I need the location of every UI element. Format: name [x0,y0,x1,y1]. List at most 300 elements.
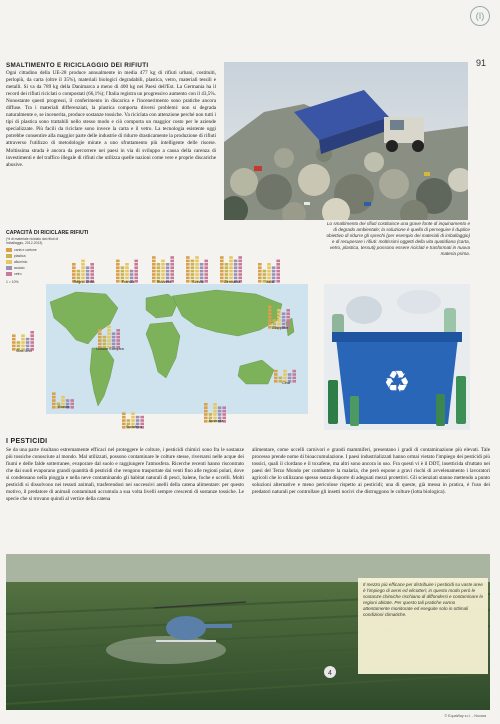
pictogram-unit [274,377,278,380]
pictogram-unit [263,277,267,280]
pictogram-unit [229,277,233,280]
pictogram-unit [238,263,242,266]
pictogram-unit [286,309,290,312]
pictogram-unit [273,319,277,322]
pictogram-unit [191,277,195,280]
pictogram-unit [166,273,170,276]
pictogram-unit [277,312,281,315]
pictogram-unit [238,273,242,276]
pictogram-unit [52,399,56,402]
pictogram-unit [86,266,90,269]
pictogram-unit [12,338,16,341]
legend-label: acciaio [14,266,25,270]
pictogram-unit [229,273,233,276]
pictogram-unit [220,277,224,280]
pictogram-unit [274,370,278,373]
pictogram-unit [204,263,208,266]
pictogram-unit [157,273,161,276]
label-sudafrica: Sudafrica [125,425,143,429]
pictogram-unit [81,263,85,266]
pictogram-unit [17,341,21,344]
pictogram-unit [157,270,161,273]
pictogram-unit [98,329,102,332]
pictogram-unit [21,334,25,337]
pictogram-unit [277,323,281,326]
pictogram-unit [72,266,76,269]
pictogram-unit [292,370,296,373]
pictogram-unit [225,270,229,273]
pictogram-unit [267,273,271,276]
pictogram-unit [218,413,222,416]
pictogram-unit [263,270,267,273]
pictogram-unit [234,266,238,269]
pictogram-unit [283,373,287,376]
pictogram-unit [204,273,208,276]
pictogram-unit [292,380,296,383]
pictogram-unit [66,399,70,402]
copyright-footer: © EquaWay s.r.l. - Novara [444,714,486,718]
pictogram-unit [161,270,165,273]
pictogram-unit [170,266,174,269]
pictogram-unit [204,270,208,273]
pictogram-unit [225,273,229,276]
pictogram-unit [272,270,276,273]
pictogram-unit [136,416,140,419]
label-australia: Australia [208,419,224,423]
pictogram-unit [276,263,280,266]
pictogram-unit [103,339,107,342]
pictogram-unit [140,419,144,422]
pictogram-unit [191,260,195,263]
pictogram-unit [130,270,134,273]
pictogram-unit [195,263,199,266]
pictogram-unit [222,406,226,409]
pictogram-unit [152,273,156,276]
pictogram-unit [195,270,199,273]
pictogram-unit [98,339,102,342]
pictogram-unit [116,270,120,273]
pictogram-unit [204,266,208,269]
pictogram-unit [220,270,224,273]
pictogram-unit [186,256,190,259]
pictogram-unit [258,273,262,276]
pictogram-unit [218,410,222,413]
pictogram-unit [90,277,94,280]
pictogram-unit [292,373,296,376]
pictogram-unit [134,270,138,273]
pictogram-unit [70,403,74,406]
pictogram-unit [229,266,233,269]
pictogram-unit [21,341,25,344]
pictogram-unit [152,270,156,273]
pictogram-unit [283,377,287,380]
pictogram-unit [191,263,195,266]
pictogram-unit [272,273,276,276]
pesticides-col1: Se da una parte risultano estremamente efficaci nel proteggere le colture, i pesticidi chimici sono fra le sostanze più tossiche conosciute al mondo. Mal utilizzati, possono contaminare le colture stesse, riversarsi nelle acque dei fiumi e delle falde sotterranee, evaporare dal suolo e raggiungere l'atmosfera. Ricerche recenti hanno riscontrato che dai suoli evaporano grandi quantità di pesticidi che vengono trasportate dai venti fino alle regioni polari, dove si condensano nella pioggia e nella neve contaminando gli habitat naturali di pesci, balene, foche e uccelli. Molti pesticidi si dissolvono nei tessuti animali, trasferendosi nei successivi anelli della catena alimentare: per questo motivo, il predatore di animali contaminati accumula a sua volta livelli sempre crescenti di sostanze tossiche. Le specie che si trovano quindi al vertice della catena [6,447,244,503]
pictogram-unit [267,263,271,266]
pictogram-unit [229,263,233,266]
pictogram-unit [234,263,238,266]
pictogram-unit [90,270,94,273]
pictogram-unit [276,266,280,269]
pictogram-unit [98,332,102,335]
pictogram-unit [282,316,286,319]
pictogram-unit [272,277,276,280]
pictogram-unit [286,316,290,319]
pictogram-unit [157,277,161,280]
pictogram-unit [170,263,174,266]
pictogram-unit [229,260,233,263]
pictogram-unit [90,266,94,269]
pictogram-unit [204,420,208,423]
pictogram-unit [98,343,102,346]
pictogram-unit [116,263,120,266]
pictogram-unit [204,280,208,283]
pictogram-unit [279,377,283,380]
pictogram-unit [170,256,174,259]
pictogram-unit [125,263,129,266]
pictogram-unit [116,277,120,280]
pictogram-unit [268,312,272,315]
pictogram-unit [52,403,56,406]
pictogram-unit [238,266,242,269]
pictogram-unit [263,273,267,276]
pictogram-unit [70,399,74,402]
pictogram-unit [195,260,199,263]
pictogram-unit [107,336,111,339]
pictogram-unit [107,332,111,335]
pictogram-unit [186,266,190,269]
landfill-caption: Lo smaltimento dei rifiuti costituisce una grave fonte di inquinamento e di degrado ambientale; la soluzione è quella di perseguire il duplice obiettivo di ridurre gli sprechi (per esempio dei materiali di imballaggio) e di recuperare i rifiuti: moltissimi oggetti della vita quotidiana (carta, vetro, plastica, tessuti) possono essere riciclati e trasformati in nuova materia prima. [326,221,470,257]
pictogram-unit [268,316,272,319]
pictogram-unit [112,332,116,335]
world-map [6,232,308,432]
pictogram-unit [225,263,229,266]
pictogram-unit [161,266,165,269]
pictogram-unit [12,334,16,337]
pictogram-unit [229,270,233,273]
pictogram-unit [170,277,174,280]
pictogram-unit [26,341,30,344]
pictogram-unit [186,260,190,263]
pictogram-unit [52,396,56,399]
pictogram-unit [222,413,226,416]
pictogram-unit [191,266,195,269]
pictogram-unit [213,403,217,406]
pictogram-unit [170,270,174,273]
pictogram-unit [272,266,276,269]
pictogram-unit [30,331,34,334]
pictogram-unit [273,323,277,326]
pictogram-unit [112,339,116,342]
pictogram-unit [186,270,190,273]
pictogram-unit [98,336,102,339]
pictogram-unit [234,260,238,263]
pictogram-unit [152,266,156,269]
pictogram-unit [17,345,21,348]
pictogram-unit [170,273,174,276]
pictogram-unit [234,277,238,280]
label-brasile: Brasile [58,405,70,409]
pictogram-unit [213,410,217,413]
pictogram-unit [238,277,242,280]
pictogram-unit [116,280,120,283]
pictogram-unit [200,273,204,276]
pictogram-unit [282,312,286,315]
pictogram-unit [12,345,16,348]
pictogram-unit [161,260,165,263]
helicopter-caption: Il mezzo più efficace per distribuire i pesticidi su vaste aree è l'impiego di aerei ed elicotteri; in questo modo però le sostanze chimiche rischiano di diffondersi e contaminare le regioni abitate. Per questo tali pratiche vanno attentamente monitorate ed eseguite solo in ottimali condizioni climatiche. [358,578,488,674]
pictogram-unit [268,309,272,312]
pictogram-unit [200,266,204,269]
pictogram-unit [238,256,242,259]
pictogram-unit [130,273,134,276]
pictogram-unit [77,277,81,280]
chapter-badge: (I) [470,6,490,26]
pictogram-unit [274,380,278,383]
pictogram-unit [288,377,292,380]
label-cina: Cina [282,381,290,385]
pictogram-unit [277,309,281,312]
pictogram-unit [204,260,208,263]
pictogram-unit [107,339,111,342]
pictogram-unit [220,263,224,266]
pictogram-unit [12,341,16,344]
pictogram-unit [86,277,90,280]
pictogram-unit [286,323,290,326]
map-title: CAPACITÀ DI RICICLARE RIFIUTI [6,230,89,236]
pictogram-unit [116,273,120,276]
pictogram-unit [283,370,287,373]
pictogram-unit [107,329,111,332]
pictogram-unit [220,266,224,269]
pictogram-unit [234,273,238,276]
pictogram-unit [116,266,120,269]
page-number: 91 [476,58,487,68]
pictogram-unit [234,270,238,273]
pictogram-unit [121,270,125,273]
pictogram-unit [157,263,161,266]
pictogram-unit [268,319,272,322]
pictogram-unit [77,273,81,276]
pictogram-unit [195,277,199,280]
pictogram-unit [218,406,222,409]
label-giappone: Giappone [271,326,289,330]
pictogram-unit [127,419,131,422]
pictogram-unit [121,273,125,276]
pictogram-unit [131,416,135,419]
pictogram-unit [77,270,81,273]
legend-label: alluminio [14,260,28,264]
pictogram-unit [70,406,74,409]
pictogram-unit [220,260,224,263]
pictogram-unit [220,256,224,259]
pictogram-unit [186,280,190,283]
pictogram-unit [166,270,170,273]
pictogram-unit [258,277,262,280]
pictogram-unit [21,338,25,341]
pictogram-unit [204,413,208,416]
pictogram-unit [276,260,280,263]
pictogram-unit [204,417,208,420]
pictogram-unit [112,336,116,339]
recycling-bin-photo [324,284,470,430]
pictogram-unit [191,270,195,273]
pictogram-unit [81,266,85,269]
pictogram-unit [200,277,204,280]
pictogram-unit [204,410,208,413]
pictogram-unit [222,410,226,413]
label-regno-unito: Regno Unito [73,280,95,284]
pictogram-unit [238,260,242,263]
pictogram-unit [166,277,170,280]
label-italia: Italia [265,280,275,284]
pictogram-unit [229,256,233,259]
pictogram-unit [107,343,111,346]
pictogram-unit [276,280,280,283]
pictogram-unit [30,334,34,337]
pictogram-unit [72,277,76,280]
pictogram-unit [134,280,138,283]
pictogram-unit [292,377,296,380]
pictogram-unit [81,277,85,280]
pictogram-unit [209,413,213,416]
pictogram-unit [134,277,138,280]
pictogram-unit [191,273,195,276]
recycling-paragraph: Ogni cittadino della UE-28 produce annualmente in media 477 kg di rifiuti urbani, costituiti, perlopiù, da carta (oltre il 35%), materiali biologici degradabili, plastica, vetro, materiali tessili e metalli. Si va da 789 kg della Danimarca a meno di 400 kg nei Paesi dell'Est. La Germania ha il record dei rifiuti riciclati o compostati (66,1%); l'Italia registra un progressivo aumento con il 43,5%. Nonostante questi progressi, il conferimento in discarica e l'incenerimento sono pratiche ancora diffuse. Tra i materiali differenziati, la plastica comporta diversi problemi: non si degrada naturalmente e, se incenerita, produce sostanze tossiche. Va riciclata con attenzione perché non tutti i tipi di plastica sono trattabili nello stesso modo e ciò comporta un maggior costo per le aziende specializzate. Più facili da riciclare sono invece la carta e il vetro. La tecnologia esistente oggi potrebbe consentire alla maggior parte delle industrie di ridurre drasticamente la produzione di rifiuti attraverso l'utilizzo di metodologie mirate a uno sfruttamento più intelligente delle risorse. Moltissima strada è ancora da percorrere nei paesi in via di sviluppo a causa della carenza di investimenti e del traffico illegale di rifiuti che utilizza quelle nazioni come vere e proprie discariche abusive. [6,70,216,168]
pictogram-unit [86,273,90,276]
pictogram-unit [121,277,125,280]
pictogram-unit [116,343,120,346]
pictogram-unit [90,273,94,276]
pictogram-unit [268,323,272,326]
pictogram-unit [122,412,126,415]
pictogram-unit [30,341,34,344]
pictogram-unit [26,338,30,341]
pictogram-unit [161,277,165,280]
pictogram-unit [116,339,120,342]
pictogram-unit [26,345,30,348]
pictogram-unit [122,416,126,419]
pesticides-col2: alimentare, come uccelli carnivori e grandi mammiferi, presentano i gradi di contaminazione più elevati. Tale processo prende nome di bioaccumulazione. I paesi industrializzati hanno ormai vietato l'impiego dei pesticidi più tossici, quali il clordano e il toxafene, ma altri sono ancora in uso. Fra questi vi è il DDT, insetticida sfruttato nei paesi del Terzo Mondo per combattere la malaria, che però espone a gravi rischi di avvelenamento i lavoratori agricoli che lo utilizzano spesso senza disporre di adeguati mezzi protettivi. Gli scienziati stanno mettendo a punto soluzioni alternative e meno pericolose rispetto ai pesticidi; una di queste, già messa in pratica, è l'uso dei predatori naturali per controllare gli insetti nocivi che distruggono le colture (lotta biologica). [252,447,490,496]
pictogram-unit [186,263,190,266]
pictogram-unit [267,277,271,280]
pictogram-unit [116,260,120,263]
pictogram-unit [186,277,190,280]
pictogram-unit [107,326,111,329]
legend-label: carta e cartone [14,248,37,252]
pictogram-unit [90,263,94,266]
pictogram-unit [131,419,135,422]
pictogram-unit [152,280,156,283]
pictogram-unit [258,266,262,269]
pictogram-unit [267,266,271,269]
pictogram-unit [125,277,129,280]
label-svizzera: Svizzera [156,280,172,284]
pictogram-unit [186,273,190,276]
pictogram-unit [30,338,34,341]
label-germania: Germania [223,280,241,284]
pictogram-unit [81,260,85,263]
landfill-photo [224,62,468,220]
pictogram-unit [267,270,271,273]
pictogram-unit [130,277,134,280]
pictogram-unit [72,263,76,266]
pictogram-unit [200,263,204,266]
pictogram-unit [72,273,76,276]
map-scale-label: 1 = 10% [6,280,19,284]
pictogram-unit [282,323,286,326]
pictogram-unit [276,277,280,280]
pictogram-unit [121,266,125,269]
pesticides-title: I PESTICIDI [6,438,48,445]
pictogram-unit [288,373,292,376]
label-francia: Francia [121,280,135,284]
pictogram-unit [72,270,76,273]
label-stati-uniti: Stati Uniti [15,349,33,353]
pictogram-unit [152,277,156,280]
pictogram-unit [134,273,138,276]
pictogram-unit [152,263,156,266]
legend-label: plastica [14,254,26,258]
pictogram-unit [220,273,224,276]
pictogram-unit [268,306,272,309]
pictogram-unit [286,319,290,322]
pictogram-unit [213,406,217,409]
pictogram-unit [122,419,126,422]
pictogram-unit [238,270,242,273]
pictogram-unit [134,260,138,263]
pictogram-unit [282,319,286,322]
pictogram-unit [258,263,262,266]
pictogram-unit [140,416,144,419]
pictogram-unit [200,270,204,273]
pictogram-unit [61,399,65,402]
legend-label: vetro [14,272,22,276]
pictogram-unit [52,406,56,409]
pictogram-unit [112,343,116,346]
pictogram-unit [276,273,280,276]
pictogram-unit [81,273,85,276]
pictogram-unit [195,266,199,269]
pictogram-unit [225,277,229,280]
pictogram-unit [134,263,138,266]
pictogram-unit [125,273,129,276]
pictogram-unit [277,316,281,319]
pictogram-unit [116,332,120,335]
pictogram-unit [61,396,65,399]
label-svezia: Svezia [192,280,204,284]
pictogram-unit [195,256,199,259]
label-unione-europea: Unione Europea [96,347,124,351]
pictogram-unit [277,319,281,322]
svg-text:♻: ♻ [383,365,411,400]
pictogram-unit [258,270,262,273]
pictogram-unit [161,263,165,266]
pictogram-unit [274,373,278,376]
pictogram-unit [30,345,34,348]
pictogram-unit [157,266,161,269]
pictogram-unit [204,403,208,406]
pictogram-unit [52,392,56,395]
pictogram-unit [225,266,229,269]
pictogram-unit [103,336,107,339]
pictogram-unit [21,345,25,348]
pictogram-unit [152,256,156,259]
recycling-title: SMALTIMENTO E RICICLAGGIO DEI RIFIUTI [6,62,149,69]
pictogram-unit [204,406,208,409]
pictogram-unit [81,270,85,273]
